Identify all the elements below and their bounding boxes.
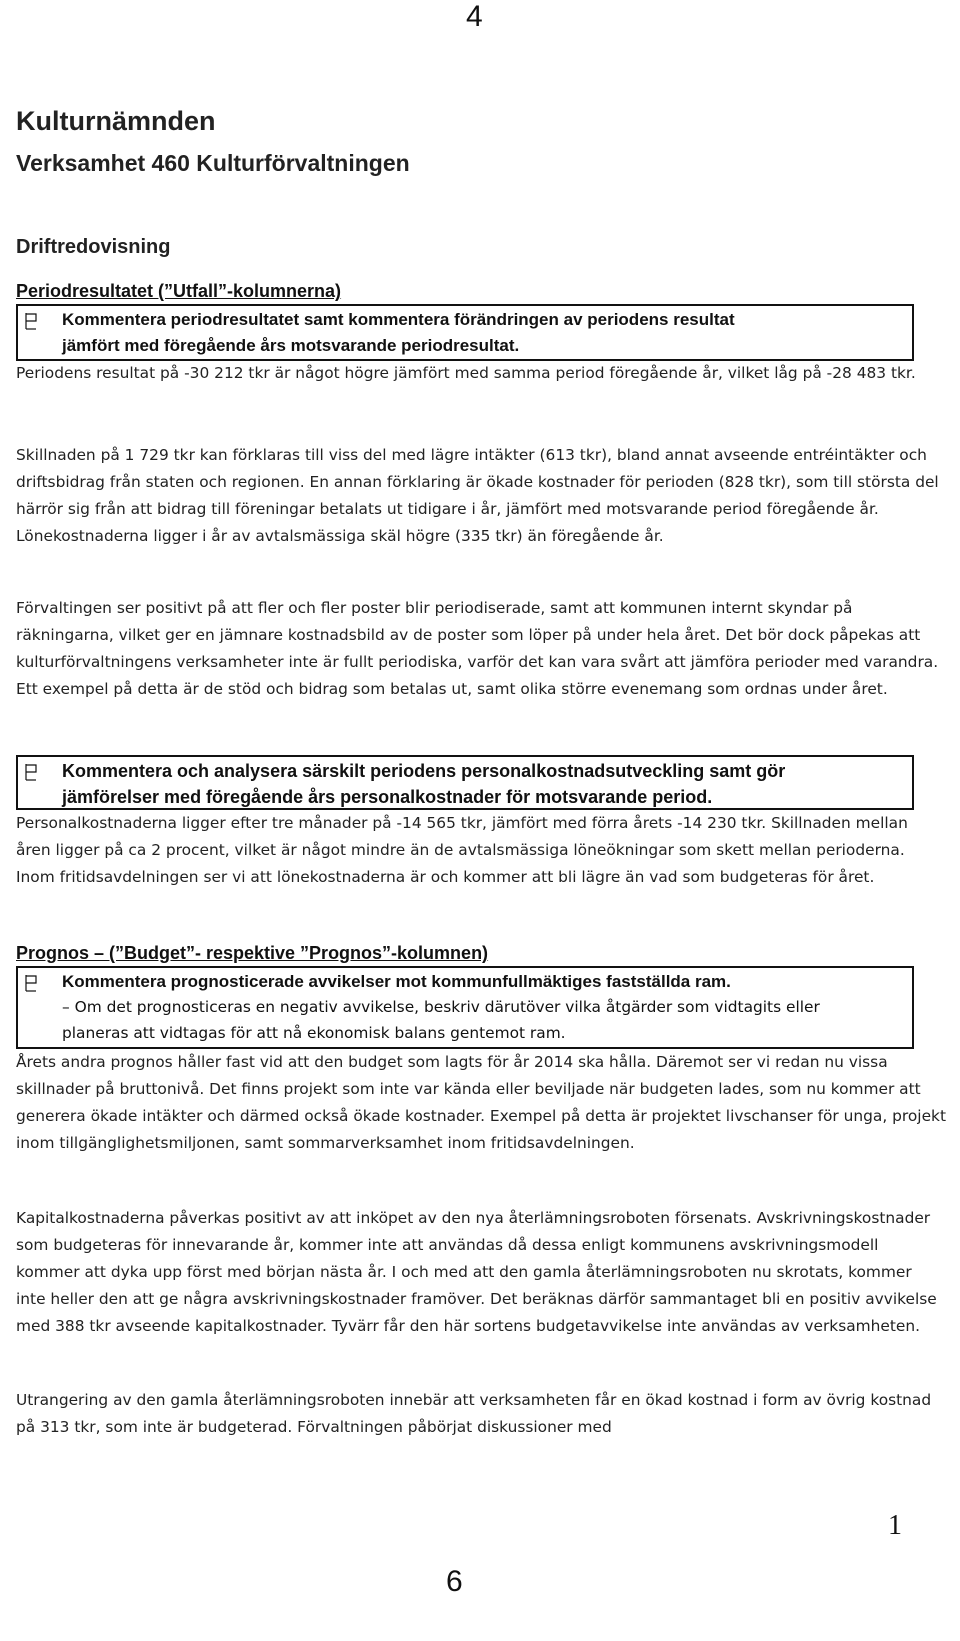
instruction-line: – Om det prognosticeras en negativ avvikelse, beskriv därutöver vilka åtgärder som vidtagits eller [62,998,820,1016]
forecast-heading: Prognos – (”Budget”- respektive ”Prognos”-kolumnen) [16,943,489,963]
forecast-paragraph: Kapitalkostnaderna påverkas positivt av att inköpet av den nya återlämningsroboten försenats. Avskrivningskostnader som budgeteras för innevarande år, kommer inte att användas då dessa enligt kommunens avskrivningsmodell kommer att dyka upp först med början nästa år. I och med att den gamla återlämningsroboten nu skrotats, kommer inte heller den att ge några avskrivningskostnader framöver. Det beräknas därför sammantaget bli en positiv avvikelse med 388 tkr avseende kapitalkostnader. Tyvärr får den här sortens budgetavvikelse inte användas av verksamheten. [16,1209,937,1335]
personnel-paragraph: Personalkostnaderna ligger efter tre månader på -14 565 tkr, jämfört med förra årets -14 230 tkr. Skillnaden mellan åren ligger på ca 2 procent, vilket är något mindre än de avtalsmässiga löneökningar som skett mellan perioderna. Inom fritidsavdelningen ser vi att lönekostnaderna är och kommer att bli lägre än vad som budgeteras för året. [16,814,908,886]
flag-icon [24,312,40,330]
instruction-line: Kommentera periodresultatet samt kommentera förändringen av periodens resultat [62,310,735,329]
forecast-paragraph: Årets andra prognos håller fast vid att den budget som lagts för år 2014 ska hålla. Däremot ser vi redan nu vissa skillnader på bruttonivå. Det finns projekt som inte var kända eller beviljade när budgeten lades, som nu kommer att generera ökade intäkter och därmed också ökade kostnader. Exempel på detta är projektet livschanser för unga, projekt inom tillgänglighetsmiljonen, samt sommarverksamhet inom fritidsavdelningen. [16,1053,947,1152]
forecast-paragraph: Utrangering av den gamla återlämningsroboten innebär att verksamheten får en ökad kostnad i form av övrig kostnad på 313 tkr, som inte är budgeterad. Förvaltningen påbörjat diskussioner med [16,1391,932,1436]
instruction-line: jämförelser med föregående års personalkostnader för motsvarande period. [62,787,713,807]
period-instruction-box [16,304,914,361]
instruction-line: Kommentera och analysera särskilt periodens personalkostnadsutveckling samt gör [62,761,786,781]
period-paragraph: Periodens resultat på -30 212 tkr är något högre jämfört med samma period föregående år, vilket låg på -28 483 tkr. [16,364,916,382]
instruction-line: planeras att vidtagas för att nå ekonomisk balans gentemot ram. [62,1024,566,1042]
period-paragraph: Skillnaden på 1 729 tkr kan förklaras till viss del med lägre intäkter (613 tkr), bland annat avseende entréintäkter och driftsbidrag från staten och regionen. En annan förklaring är ökade kostnader för perioden (828 tkr), som till största del härrör sig från att bidrag till föreningar betalats ut tidigare i år, jämfört med motsvarande period föregående år. Lönekostnaderna ligger i år av avtalsmässiga skäl högre (335 tkr) än föregående år. [16,446,939,545]
page-number-bottom: 6 [446,1565,463,1598]
personnel-instruction-box [16,755,914,810]
flag-icon [24,763,40,781]
period-heading: Periodresultatet (”Utfall”-kolumnerna) [16,281,342,301]
period-paragraph: Förvaltingen ser positivt på att fler och fler poster blir periodiserade, samt att kommunen internt skyndar på räkningarna, vilket ger en jämnare kostnadsbild av de poster som löper på under hela året. Det bör dock påpekas att kulturförvaltningens verksamheter inte är fullt periodiska, varför det kan vara svårt att jämföra perioder med varandra. Ett exempel på detta är de stöd och bidrag som betalas ut, samt olika större evenemang som ordnas under året. [16,599,939,698]
forecast-instruction-box [16,966,914,1049]
page-title: Kulturnämnden [16,106,216,136]
flag-icon [24,974,40,992]
section-heading: Driftredovisning [16,236,171,258]
page-subtitle: Verksamhet 460 Kulturförvaltningen [16,150,410,176]
instruction-line: Kommentera prognosticerade avvikelser mot kommunfullmäktiges fastställda ram. [62,972,731,991]
instruction-line: jämfört med föregående års motsvarande periodresultat. [62,336,520,355]
page-number-side: 1 [888,1510,902,1541]
page-number-top: 4 [466,0,483,33]
